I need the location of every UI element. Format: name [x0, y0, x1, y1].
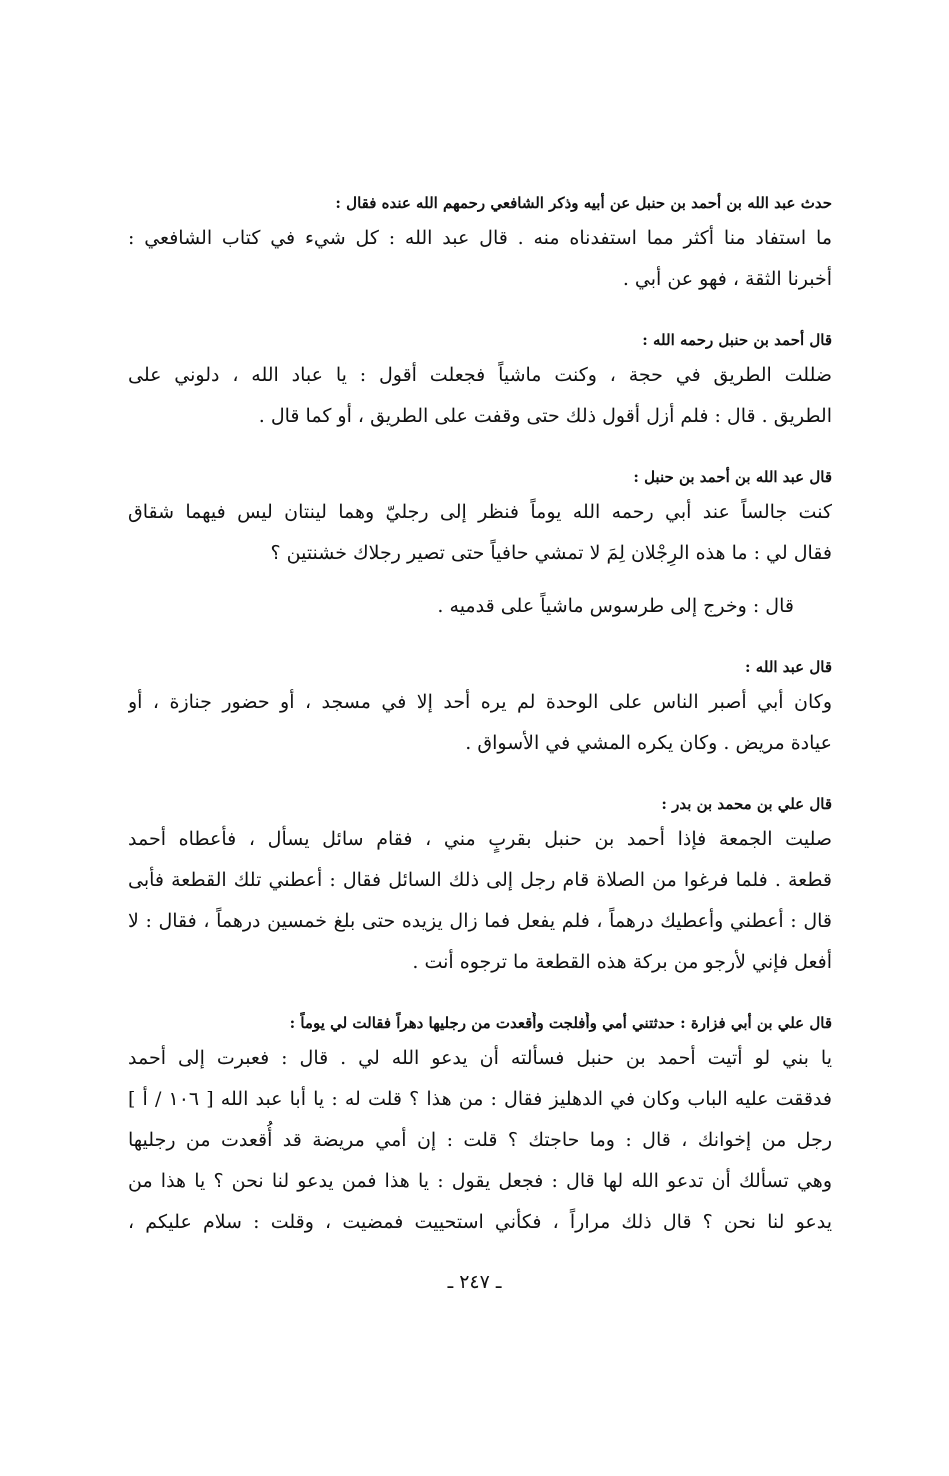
section-1 — [128, 192, 832, 300]
text-line: يدعو لنا نحن ؟ قال ذلك مراراً ، فكأني استحييت فمضيت ، وقلت : سلام عليكم ، — [128, 1211, 832, 1233]
text-line: أخبرنا الثقة ، فهو عن أبي . — [622, 268, 832, 290]
text-line: رجل من إخوانك ، قال : وما حاجتك ؟ قلت : إن أمي مريضة قد أُقعدت من رجليها — [128, 1129, 832, 1151]
section-paragraph — [128, 819, 832, 983]
text-line: أفعل فإني لأرجو من بركة هذه القطعة ما ترجوه أنت . — [412, 951, 832, 973]
section-6 — [128, 1012, 832, 1243]
text-line: يا بني لو أتيت أحمد بن حنبل فسألته أن يدعو الله لي . قال : فعبرت إلى أحمد — [128, 1047, 832, 1069]
section-heading: حدث عبد الله بن أحمد بن حنبل عن أبيه وذكر الشافعي رحمهم الله عنده فقال : — [335, 194, 832, 212]
section-2 — [128, 329, 832, 437]
text-line: وهي تسألك أن تدعو الله لها قال : فجعل يقول : يا هذا فمن يدعو لنا نحن ؟ يا هذا من — [128, 1170, 832, 1192]
text-line: عيادة مريض . وكان يكره المشي في الأسواق . — [465, 732, 832, 754]
section-paragraph — [128, 355, 832, 437]
text-line: فدققت عليه الباب وكان في الدهليز فقال : من هذا ؟ قلت له : يا أبا عبد الله [ ١٠٦ / أ ] — [128, 1088, 832, 1110]
page-number: ـ ٢٤٧ ـ — [447, 1271, 502, 1293]
section-heading: قال أحمد بن حنبل رحمه الله : — [642, 331, 832, 349]
text-line: ما استفاد منا أكثر مما استفدناه منه . قال عبد الله : كل شيء في كتاب الشافعي : — [128, 227, 832, 249]
section-4 — [128, 656, 832, 764]
text-line: فقال لي : ما هذه الرِجْلان لِمَ لا تمشي حافياً حتى تصير رجلاك خشنتين ؟ — [270, 542, 832, 564]
section-5 — [128, 793, 832, 983]
section-3 — [128, 466, 832, 627]
text-line: الطريق . قال : فلم أزل أقول ذلك حتى وقفت على الطريق ، أو كما قال . — [258, 405, 832, 427]
text-line: وكان أبي أصبر الناس على الوحدة لم يره أحد إلا في مسجد ، أو حضور جنازة ، أو — [128, 691, 832, 713]
section-heading: قال علي بن أبي فزارة : حدثتني أمي وأُفلجت وأُقعدت من رجليها دهراً فقالت لي يوماً : — [289, 1014, 832, 1032]
section-paragraph — [128, 492, 832, 627]
text-line: قال : أعطني وأعطيك درهماً ، فلم يفعل فما زال يزيده حتى بلغ خمسين درهماً ، فقال : لا — [128, 910, 832, 932]
text-line: قال : وخرج إلى طرسوس ماشياً على قدميه . — [437, 595, 794, 617]
section-paragraph — [128, 682, 832, 764]
section-heading: قال عبد الله : — [745, 658, 832, 676]
text-line: قطعة . فلما فرغوا من الصلاة قام رجل إلى ذلك السائل فقال : أعطني تلك القطعة فأبى — [128, 869, 832, 891]
text-line: كنت جالساً عند أبي رحمه الله يوماً فنظر إلى رجليّ وهما لينتان ليس فيهما شقاق — [128, 501, 832, 523]
section-heading: قال عبد الله بن أحمد بن حنبل : — [633, 468, 832, 486]
section-paragraph — [128, 1038, 832, 1243]
section-heading: قال علي بن محمد بن بدر : — [661, 795, 832, 813]
section-paragraph — [128, 218, 832, 300]
text-line: صليت الجمعة فإذا أحمد بن حنبل بقربٍ مني ، فقام سائل يسأل ، فأعطاه أحمد — [128, 828, 832, 850]
text-line: ضللت الطريق في حجة ، وكنت ماشياً فجعلت أقول : يا عباد الله ، دلوني على — [128, 364, 832, 386]
